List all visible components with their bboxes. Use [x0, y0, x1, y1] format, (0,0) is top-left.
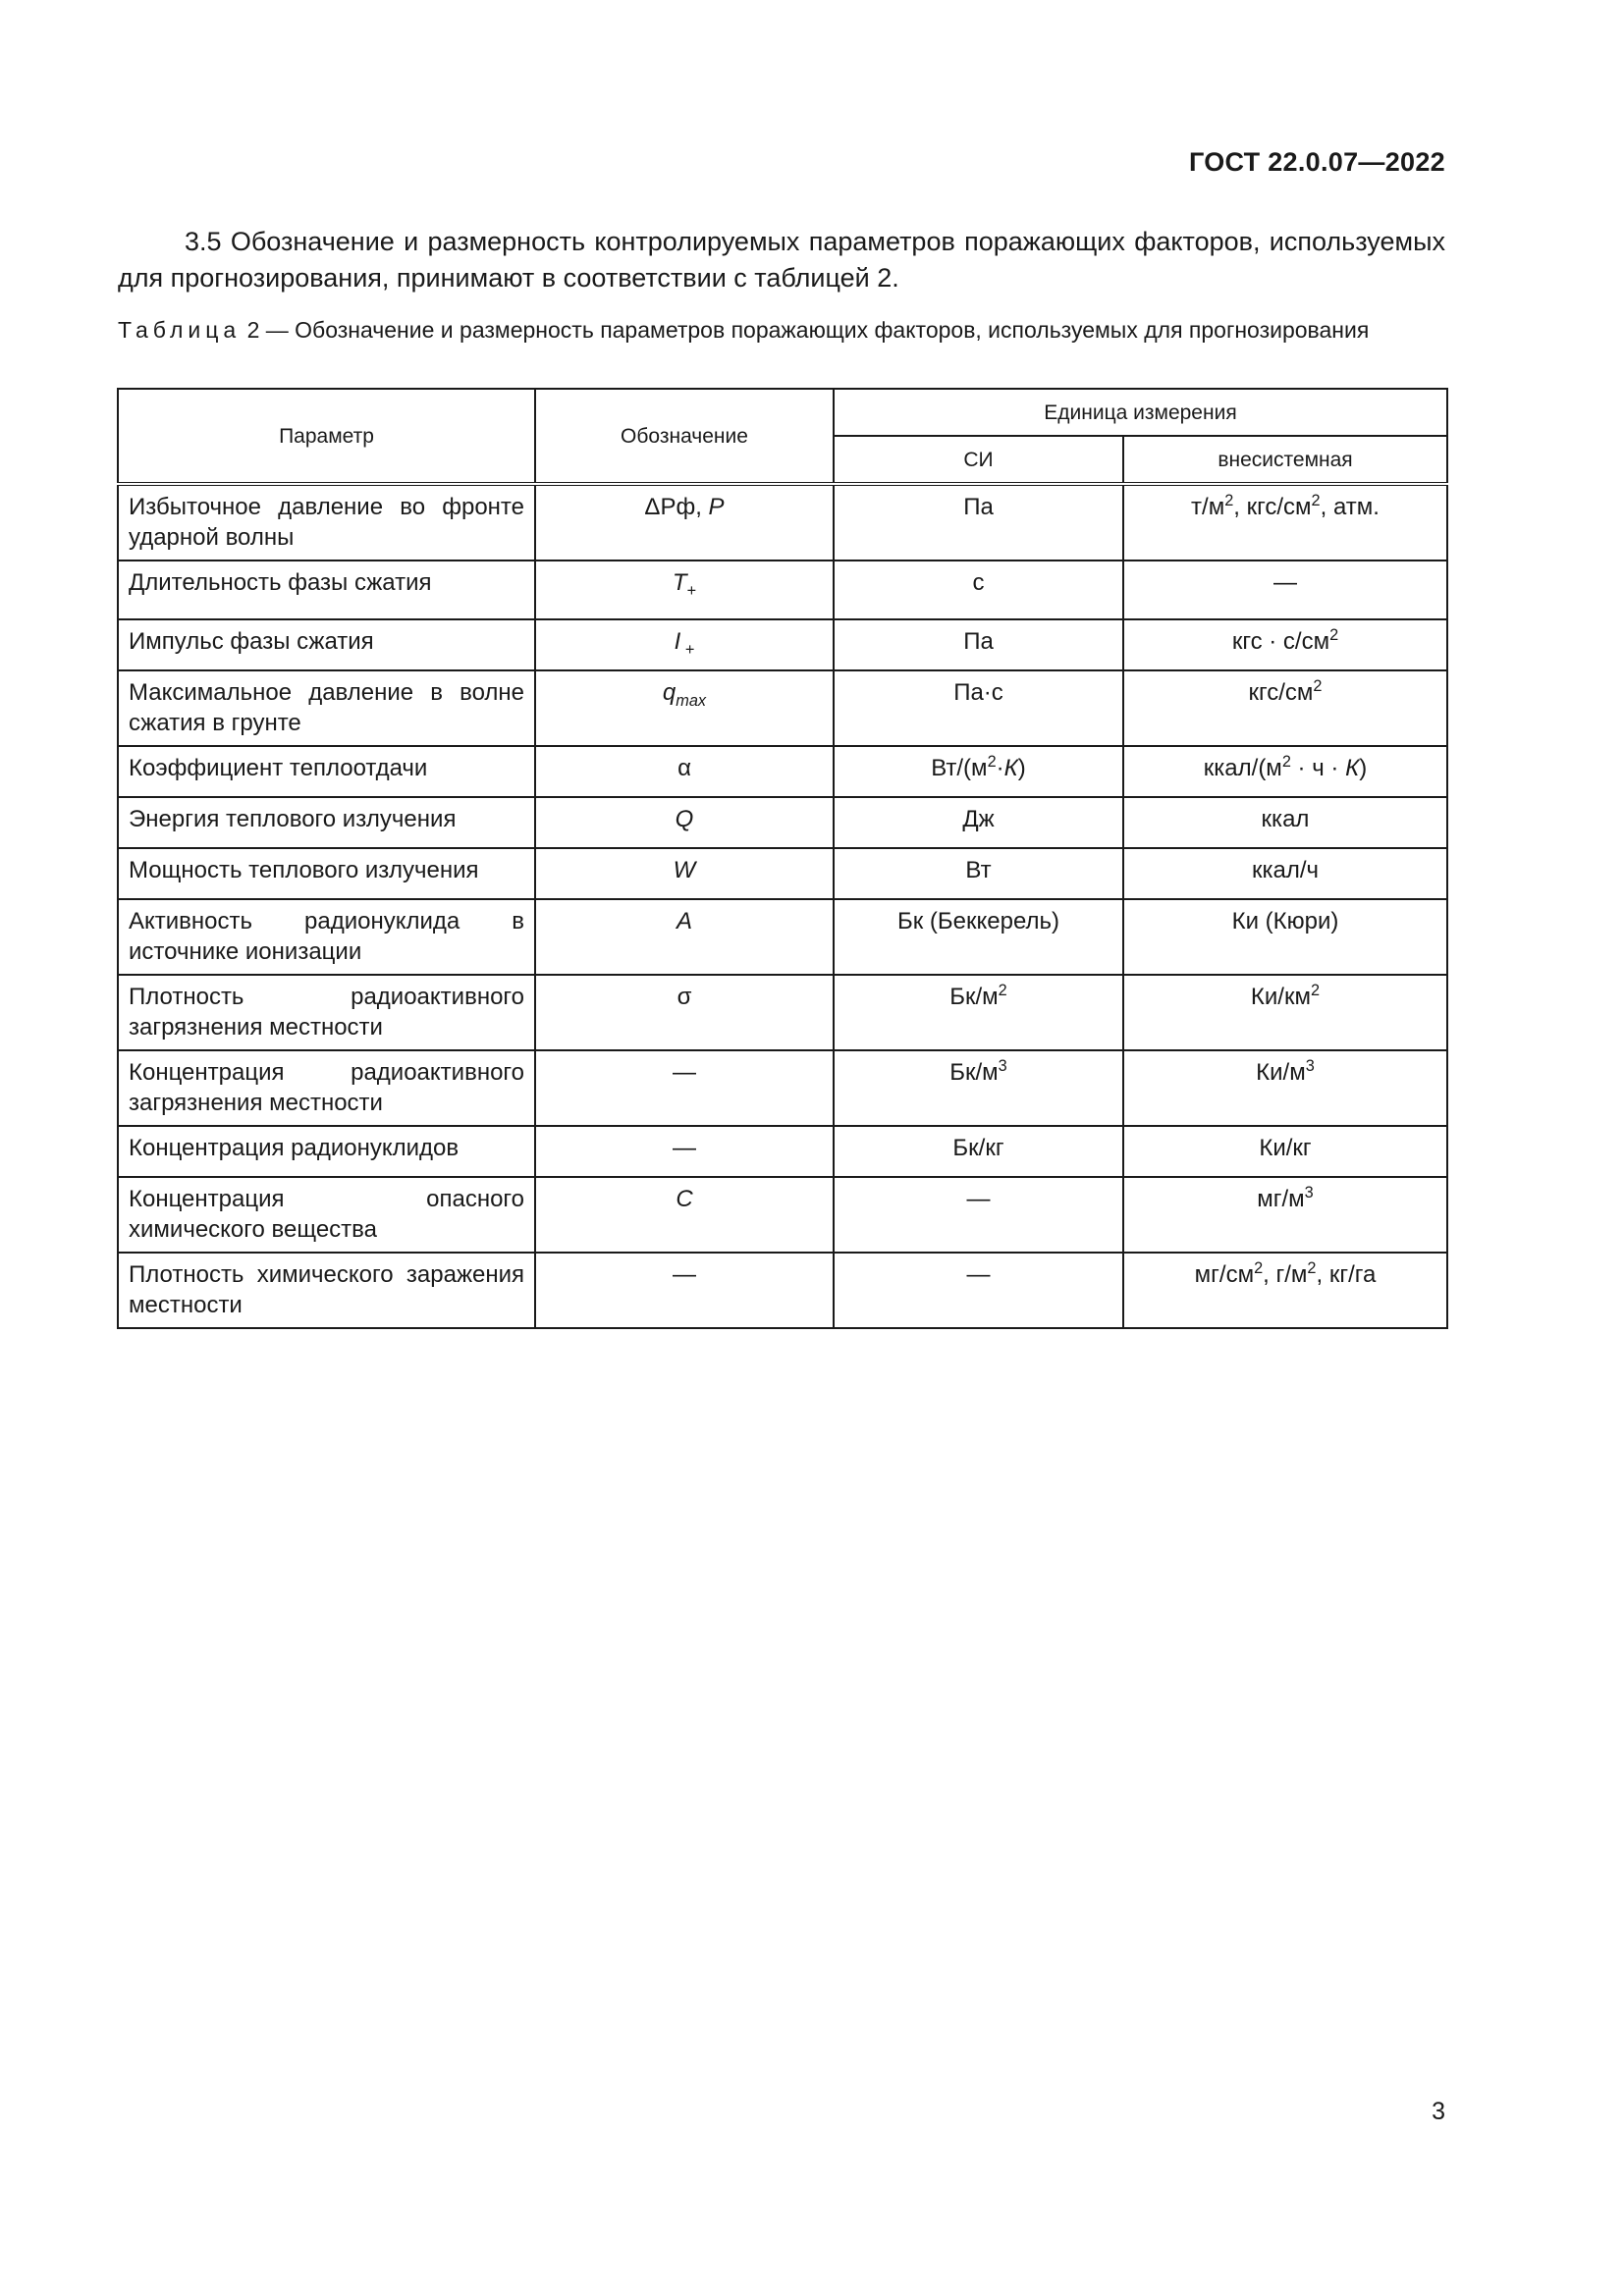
paragraph-text: 3.5 Обозначение и размерность контролируемых параметров поражающих факторов, используемых для прогнозирования, принимают в соответствии с таблицей 2.: [118, 227, 1445, 293]
symbol-base: q: [662, 679, 677, 706]
symbol-sub: +: [686, 581, 697, 600]
si-base: Бк/м: [949, 984, 999, 1010]
si-end: ): [1017, 755, 1026, 781]
ns-part-c: , кг/га: [1316, 1261, 1377, 1288]
table-caption-label: Таблица: [118, 317, 242, 343]
cell-symbol: α: [535, 746, 834, 797]
ns-base: Ки/км: [1250, 984, 1311, 1010]
si-sup: 2: [987, 753, 997, 771]
ns-base: Ки/м: [1256, 1059, 1306, 1086]
ns-sup: 2: [1281, 753, 1291, 771]
header-symbol: Обозначение: [535, 389, 834, 484]
page-number: 3: [1432, 2098, 1445, 2125]
table-header-row: [118, 389, 1447, 436]
table-row: [118, 619, 1447, 670]
cell-non-system: [1123, 975, 1447, 1050]
cell-parameter: Концентрация радионуклидов: [118, 1126, 535, 1177]
parameters-table: [117, 388, 1448, 1329]
symbol-base: T: [672, 569, 687, 596]
ns-sup: 2: [1313, 677, 1323, 695]
cell-si: —: [834, 1253, 1123, 1328]
table-caption-text: 2 — Обозначение и размерность параметров поражающих факторов, используемых для прогнозирования: [246, 317, 1370, 343]
ns-sup: 2: [1310, 982, 1321, 999]
cell-parameter: Плотность химического заражения местности: [118, 1253, 535, 1328]
cell-si: с: [834, 561, 1123, 619]
table-row: [118, 1177, 1447, 1253]
ns-base: ккал/(м: [1203, 755, 1282, 781]
ns-sup-b: 2: [1311, 492, 1321, 509]
cell-parameter: Импульс фазы сжатия: [118, 619, 535, 670]
cell-symbol: Q: [535, 797, 834, 848]
cell-symbol: —: [535, 1253, 834, 1328]
ns-base: мг/м: [1257, 1186, 1305, 1212]
cell-si: Дж: [834, 797, 1123, 848]
cell-si: Бк/кг: [834, 1126, 1123, 1177]
table-row: [118, 670, 1447, 746]
cell-non-system: Ки (Кюри): [1123, 899, 1447, 975]
table-row: [118, 746, 1447, 797]
standard-code: ГОСТ 22.0.07—2022: [1188, 147, 1445, 177]
ns-var: К: [1345, 755, 1360, 781]
table-caption: [118, 314, 1445, 346]
cell-symbol: —: [535, 1126, 834, 1177]
table-row: [118, 848, 1447, 899]
cell-si: Па: [834, 619, 1123, 670]
si-mid: ·: [996, 755, 1004, 781]
header-parameter: Параметр: [118, 389, 535, 484]
cell-parameter: Энергия теплового излучения: [118, 797, 535, 848]
cell-non-system: [1123, 746, 1447, 797]
header-si: СИ: [834, 436, 1123, 484]
si-base: Бк/м: [949, 1059, 999, 1086]
ns-sup-a: 2: [1224, 492, 1234, 509]
cell-non-system: [1123, 619, 1447, 670]
cell-parameter: Избыточное давление во фронте ударной волны: [118, 484, 535, 561]
ns-sup-b: 2: [1307, 1259, 1317, 1277]
cell-si: Па·с: [834, 670, 1123, 746]
paragraph-3-5: [118, 224, 1445, 296]
cell-parameter: Длительность фазы сжатия: [118, 561, 535, 619]
cell-non-system: [1123, 670, 1447, 746]
si-sup: 3: [998, 1057, 1007, 1075]
cell-si: —: [834, 1177, 1123, 1253]
ns-mid: · ч ·: [1290, 755, 1346, 781]
cell-non-system: Ки/кг: [1123, 1126, 1447, 1177]
header-non-system: внесистемная: [1123, 436, 1447, 484]
cell-parameter: Мощность теплового излучения: [118, 848, 535, 899]
cell-symbol: [535, 619, 834, 670]
symbol-sub: max: [676, 691, 707, 710]
table-row: [118, 1253, 1447, 1328]
cell-parameter: Максимальное давление в волне сжатия в грунте: [118, 670, 535, 746]
cell-parameter: Концентрация радиоактивного загрязнения местности: [118, 1050, 535, 1126]
cell-non-system: —: [1123, 561, 1447, 619]
table-row: [118, 975, 1447, 1050]
symbol-base: I: [674, 628, 681, 655]
ns-sup: 2: [1329, 626, 1339, 644]
cell-symbol: —: [535, 1050, 834, 1126]
cell-symbol: [535, 670, 834, 746]
ns-part-a: т/м: [1191, 494, 1225, 520]
header-units: Единица измерения: [834, 389, 1447, 436]
cell-si: [834, 975, 1123, 1050]
ns-base: кгс/см: [1248, 679, 1314, 706]
ns-sup: 3: [1304, 1184, 1314, 1201]
cell-symbol: [535, 561, 834, 619]
cell-non-system: ккал: [1123, 797, 1447, 848]
cell-si: Бк (Беккерель): [834, 899, 1123, 975]
cell-symbol: [535, 484, 834, 561]
symbol-sub: +: [680, 640, 695, 659]
ns-part-b: , г/м: [1263, 1261, 1308, 1288]
cell-si: Па: [834, 484, 1123, 561]
cell-si: Вт: [834, 848, 1123, 899]
cell-symbol: C: [535, 1177, 834, 1253]
cell-parameter: Концентрация опасного химического вещества: [118, 1177, 535, 1253]
cell-symbol: A: [535, 899, 834, 975]
cell-parameter: Активность радионуклида в источнике ионизации: [118, 899, 535, 975]
cell-parameter: Коэффициент теплоотдачи: [118, 746, 535, 797]
cell-parameter: Плотность радиоактивного загрязнения местности: [118, 975, 535, 1050]
cell-symbol: W: [535, 848, 834, 899]
cell-si: [834, 746, 1123, 797]
ns-part-c: , атм.: [1320, 494, 1380, 520]
ns-part-b: , кгс/см: [1233, 494, 1312, 520]
symbol-main: ΔРф,: [644, 494, 709, 520]
si-sup: 2: [998, 982, 1007, 999]
symbol-alt: Р: [708, 494, 725, 520]
table-row: [118, 797, 1447, 848]
cell-non-system: [1123, 1177, 1447, 1253]
ns-base: кгс · с/см: [1231, 628, 1330, 655]
cell-non-system: [1123, 1050, 1447, 1126]
ns-sup-a: 2: [1254, 1259, 1264, 1277]
ns-end: ): [1359, 755, 1368, 781]
cell-symbol: σ: [535, 975, 834, 1050]
table-row: [118, 1126, 1447, 1177]
ns-sup: 3: [1305, 1057, 1315, 1075]
cell-non-system: ккал/ч: [1123, 848, 1447, 899]
table-row: [118, 1050, 1447, 1126]
cell-si: [834, 1050, 1123, 1126]
table-row: [118, 561, 1447, 619]
si-var: К: [1003, 755, 1018, 781]
si-base: Вт/(м: [931, 755, 988, 781]
cell-non-system: [1123, 1253, 1447, 1328]
table-row: [118, 899, 1447, 975]
table-row: [118, 484, 1447, 561]
cell-non-system: [1123, 484, 1447, 561]
ns-part-a: мг/см: [1194, 1261, 1255, 1288]
